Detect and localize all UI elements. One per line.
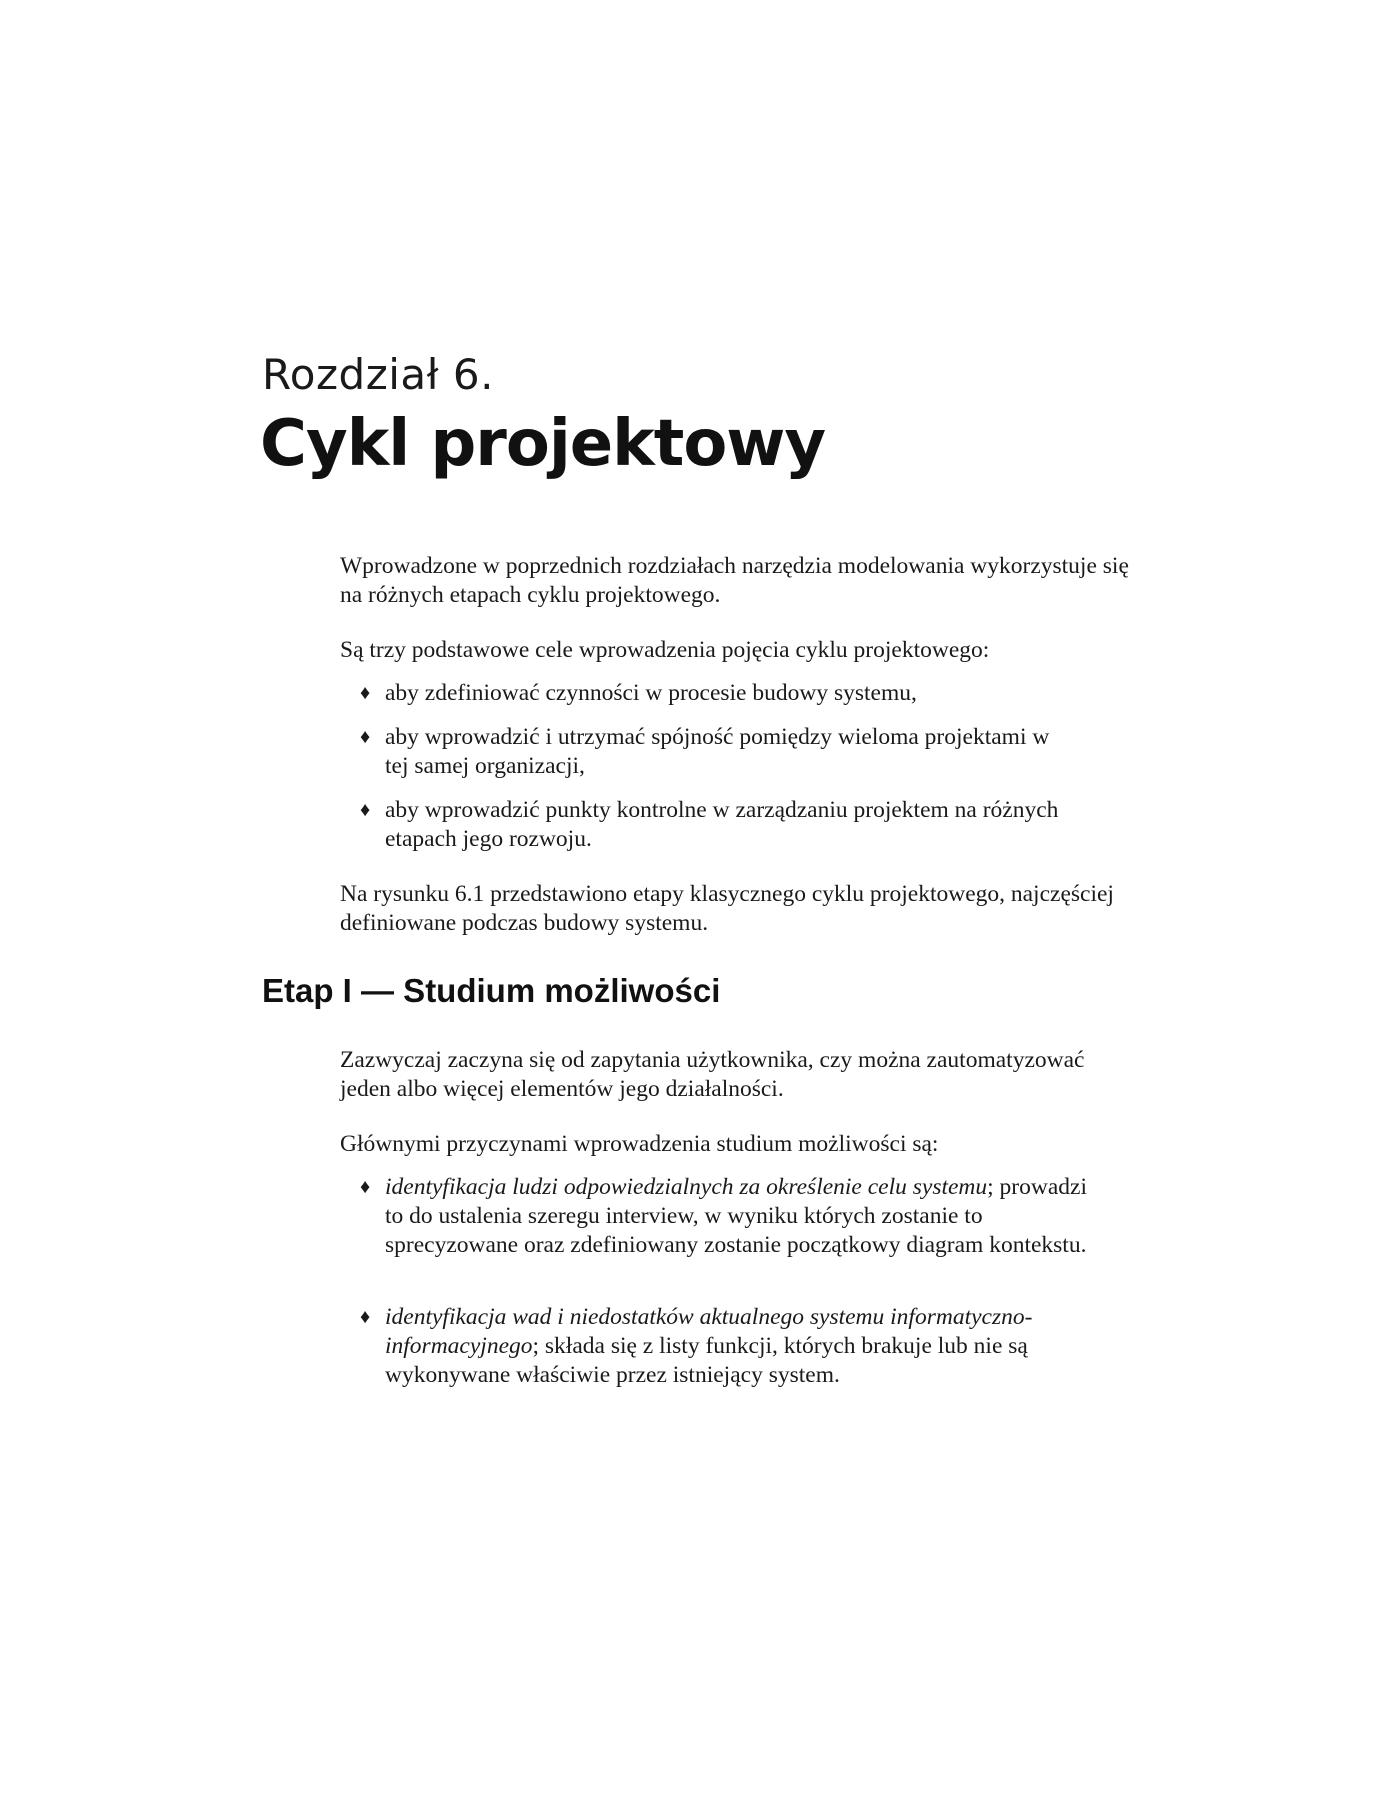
list-item-emphasis: identyfikacja wad i niedostatków aktualnego systemu informatyczno-informacyjnego <box>385 1304 1033 1359</box>
list-item-text: aby zdefiniować czynności w procesie budowy systemu, <box>385 680 917 706</box>
intro-paragraph-2: Są trzy podstawowe cele wprowadzenia pojęcia cyklu projektowego: <box>340 637 990 663</box>
list-item-rest: ; prowadzi to do ustalenia szeregu interview, w wyniku których zostanie to sprecyzowane oraz zdefiniowany zostanie początkowy diagram kontekstu. <box>385 1174 1087 1258</box>
chapter-label: Rozdział 6. <box>262 350 495 399</box>
diamond-bullet-icon: ♦ <box>360 1176 371 1198</box>
list-item-text: aby wprowadzić i utrzymać spójność pomiędzy wieloma projektami w tej samej organizacji, <box>385 724 1050 779</box>
list-item <box>360 1173 1120 1260</box>
list-item <box>360 796 1120 854</box>
chapter-title: Cykl projektowy <box>260 407 826 481</box>
intro-paragraph-1: Wprowadzone w poprzednich rozdziałach narzędzia modelowania wykorzystuje się na różnych etapach cyklu projektowego. <box>340 553 1129 608</box>
list-item-rest: ; składa się z listy funkcji, których brakuje lub nie są wykonywane właściwie przez istniejący system. <box>385 1333 1028 1388</box>
list-item-text <box>385 1173 1100 1260</box>
list-item-emphasis: identyfikacja ludzi odpowiedzialnych za określenie celu systemu <box>385 1174 988 1200</box>
section-heading: Etap I — Studium możliwości <box>262 972 721 1009</box>
diamond-bullet-icon: ♦ <box>360 682 371 704</box>
diamond-bullet-icon: ♦ <box>360 726 371 748</box>
section-paragraph-1: Zazwyczaj zaczyna się od zapytania użytkownika, czy można zautomatyzować jeden albo więcej elementów jego działalności. <box>340 1047 1085 1102</box>
list-item <box>360 723 1120 781</box>
section-paragraph-2: Głównymi przyczynami wprowadzenia studium możliwości są: <box>340 1131 939 1157</box>
list-item-text <box>385 1303 1120 1390</box>
diamond-bullet-icon: ♦ <box>360 1306 371 1328</box>
intro-paragraph-3: Na rysunku 6.1 przedstawiono etapy klasycznego cyklu projektowego, najczęściej definiowane podczas budowy systemu. <box>340 881 1114 936</box>
list-item <box>360 679 1120 708</box>
diamond-bullet-icon: ♦ <box>360 799 371 821</box>
list-item <box>360 1303 1120 1390</box>
list-item-text: aby wprowadzić punkty kontrolne w zarządzaniu projektem na różnych etapach jego rozwoju. <box>385 797 1059 852</box>
